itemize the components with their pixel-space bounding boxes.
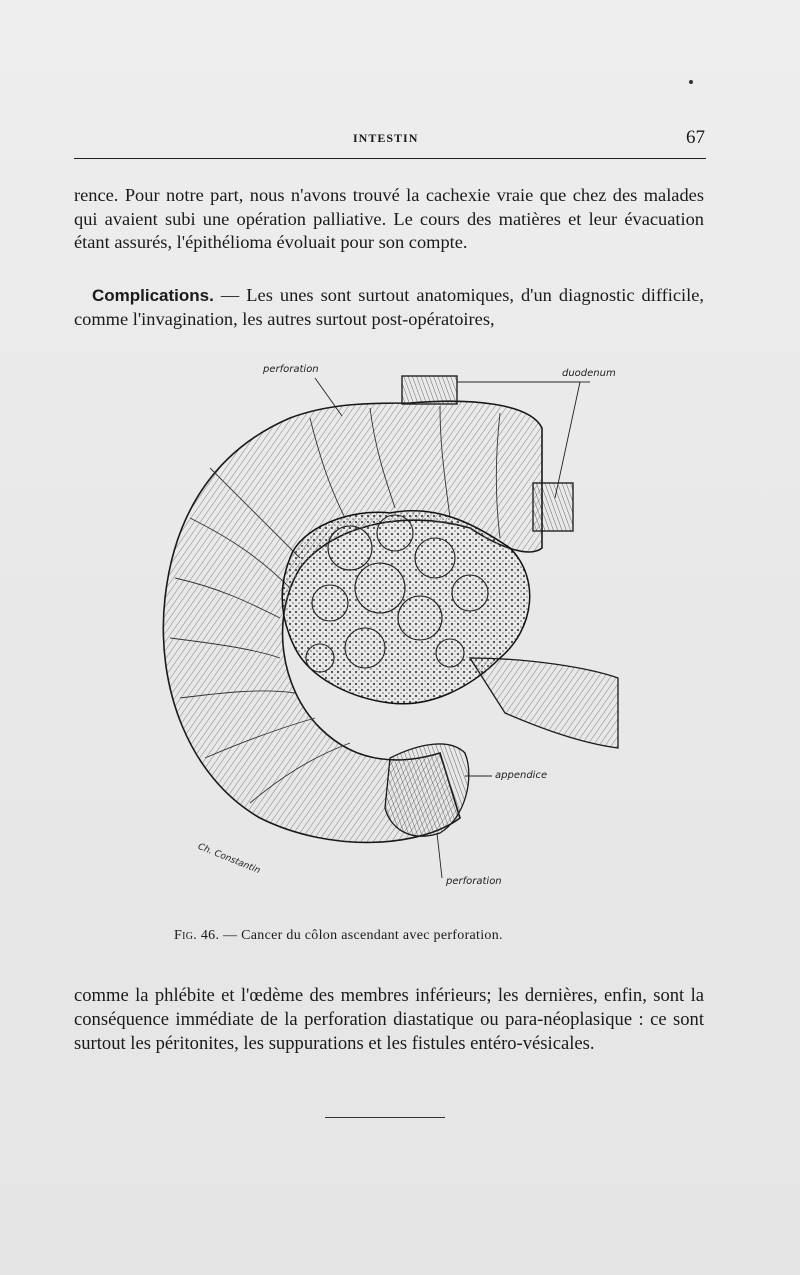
paragraph-1: rence. Pour notre part, nous n'avons trouvé la cachexie vraie que chez des malades qui avaient subi une opération palliative. Le cours des matières et leur évacuation étant assurés, l'épithélioma évoluait pour son compte. [74, 185, 704, 252]
ink-dot [689, 80, 693, 84]
label-appendice: appendice [495, 770, 548, 781]
complications-heading: Complications. [92, 286, 214, 305]
label-duodenum: duodenum [562, 368, 616, 379]
caption-text: — Cancer du côlon ascendant avec perforation. [219, 928, 503, 943]
colon-illustration [150, 358, 650, 898]
paragraph-complications-text: — Les unes sont surtout anatomiques, d'un diagnostic difficile, comme l'invagination, les autres surtout post-opératoires, [74, 285, 704, 329]
label-perforation-bottom: perforation [446, 876, 502, 887]
header-title: INTESTIN [353, 131, 419, 145]
label-perforation-top: perforation [263, 364, 319, 375]
header-rule [74, 158, 706, 159]
figure-46 [150, 358, 650, 898]
appendix-region [385, 744, 469, 836]
paragraph-3: comme la phlébite et l'œdème des membres inférieurs; les dernières, enfin, sont la conséquence immédiate de la perforation diastatique ou para-néoplasique : ce sont surtout les péritonites, les suppurations et les fistules entéro-vésicales. [74, 985, 704, 1054]
artist-signature: Ch. Constantin [196, 842, 262, 877]
running-header [75, 127, 705, 151]
figure-caption [174, 928, 634, 944]
duodenum-stub-top [402, 376, 457, 404]
ileum [470, 658, 618, 748]
page-number: 67 [686, 127, 705, 148]
section-end-rule [325, 1117, 445, 1118]
caption-number: Fig. 46. [174, 928, 220, 943]
paragraph-complications [74, 284, 704, 331]
